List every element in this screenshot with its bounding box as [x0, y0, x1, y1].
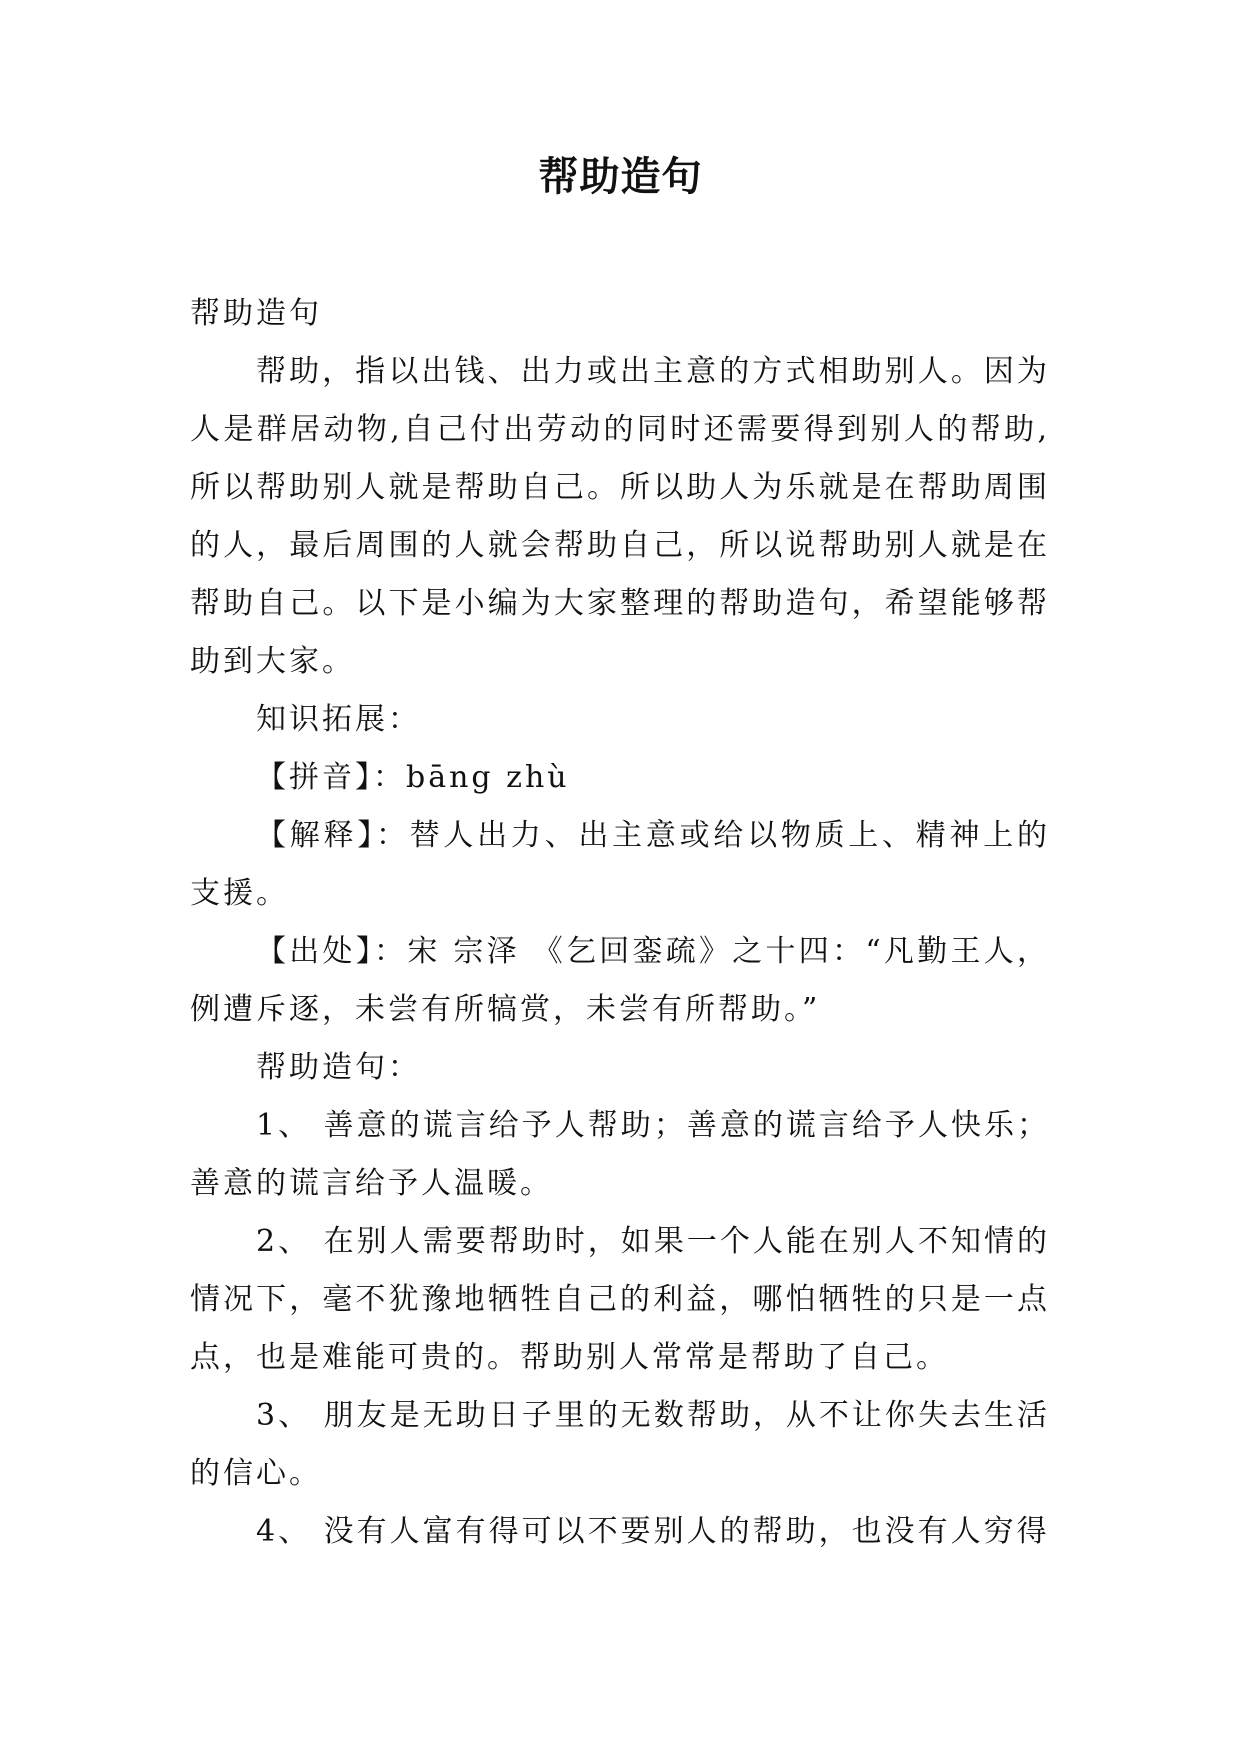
- source-paragraph: 【出处】：宋 宗泽 《乞回銮疏》之十四：“凡勤王人，例遭斥逐，未尝有所犒赏，未尝有所帮助。”: [190, 934, 1050, 1027]
- intro-paragraph: 帮助，指以出钱、出力或出主意的方式相助别人。因为人是群居动物,自己付出劳动的同时还需要得到别人的帮助,所以帮助别人就是帮助自己。所以助人为乐就是在帮助周围的人，最后周围的人就会帮助自己，所以说帮助别人就是在帮助自己。以下是小编为大家整理的帮助造句，希望能够帮助到大家。: [190, 354, 1050, 679]
- example-sentence-1: 1、 善意的谎言给予人帮助；善意的谎言给予人快乐；善意的谎言给予人温暖。: [190, 1108, 1050, 1201]
- body-heading: 帮助造句: [190, 296, 322, 331]
- pinyin-line: 【拼音】：bāng zhù: [256, 760, 570, 795]
- document-body: [190, 285, 1050, 1561]
- definition-paragraph: 【解释】：替人出力、出主意或给以物质上、精神上的支援。: [190, 818, 1050, 911]
- example-sentence-3: 3、 朋友是无助日子里的无数帮助，从不让你失去生活的信心。: [190, 1398, 1050, 1491]
- knowledge-heading: 知识拓展：: [256, 702, 421, 737]
- example-sentence-2: 2、 在别人需要帮助时，如果一个人能在别人不知情的情况下，毫不犹豫地牺牲自己的利益，哪怕牺牲的只是一点点，也是难能可贵的。帮助别人常常是帮助了自己。: [190, 1224, 1050, 1375]
- example-sentence-4: 4、 没有人富有得可以不要别人的帮助，也没有人穷得: [256, 1514, 1050, 1549]
- examples-heading: 帮助造句：: [256, 1050, 421, 1085]
- document-title: 帮助造句: [538, 153, 703, 200]
